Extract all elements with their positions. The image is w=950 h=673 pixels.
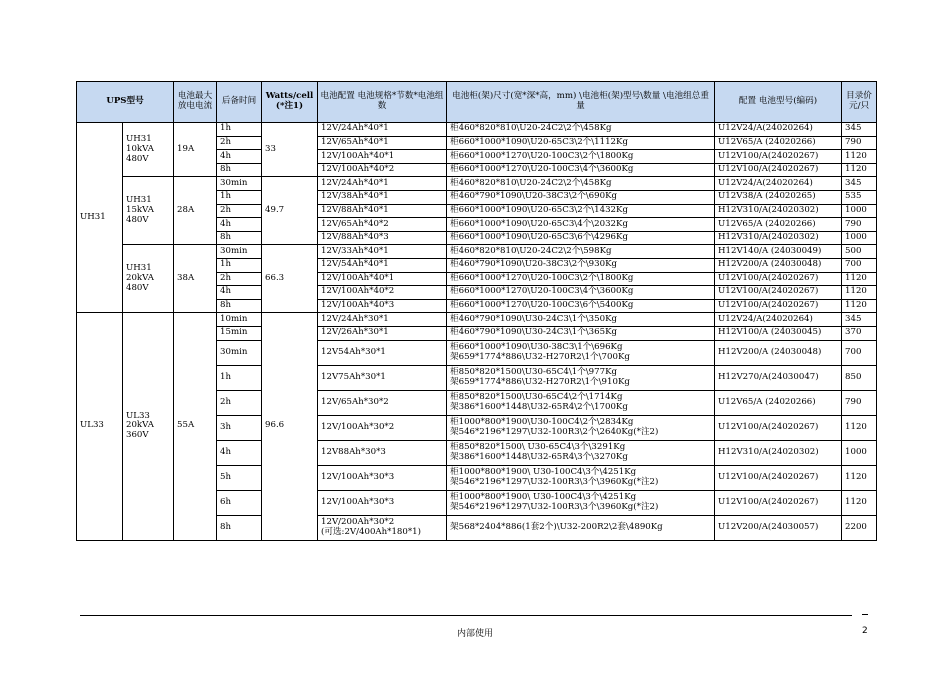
price-cell: 345 (842, 177, 877, 191)
cabinet-cell: 柜1000*800*1900\ U30-100C4\3个\4251Kg 架546*2196*1297\U32-100R3\3个\3960Kg(*注2) (447, 465, 715, 490)
model-cell: UH31 10kVA 480V (123, 123, 174, 177)
backup-time-cell: 30min (217, 340, 262, 365)
backup-time-cell: 30min (217, 245, 262, 259)
battery-config-cell: 12V/88Ah*40*3 (318, 231, 447, 245)
battery-config-cell: 12V/100Ah*30*2 (318, 415, 447, 440)
backup-time-cell: 1h (217, 365, 262, 390)
cabinet-cell: 柜660*1000*1090\U20-65C3\6个\4296Kg (447, 231, 715, 245)
battery-model-cell: H12V100/A (24030045) (715, 326, 842, 340)
page-number: 2 (862, 626, 868, 636)
battery-model-cell: U12V100/A(24020267) (715, 490, 842, 515)
max-current-cell: 38A (174, 245, 217, 313)
table-row (77, 177, 877, 191)
price-cell: 1000 (842, 204, 877, 218)
cabinet-cell: 架568*2404*886(1套2个)\U32-200R2\2套\4890Kg (447, 515, 715, 540)
backup-time-cell: 8h (217, 231, 262, 245)
header-row (77, 82, 877, 123)
watts-cell: 49.7 (262, 177, 318, 245)
backup-time-cell: 1h (217, 258, 262, 272)
table-row (77, 245, 877, 259)
price-cell: 850 (842, 365, 877, 390)
battery-model-cell: H12V200/A (24030048) (715, 258, 842, 272)
backup-time-cell: 2h (217, 204, 262, 218)
backup-time-cell: 2h (217, 390, 262, 415)
backup-time-cell: 4h (217, 286, 262, 300)
battery-config-cell: 12V/100Ah*40*1 (318, 272, 447, 286)
battery-config-cell: 12V/65Ah*40*1 (318, 136, 447, 150)
battery-model-cell: H12V270/A(24030047) (715, 365, 842, 390)
cabinet-cell: 柜660*1000*1090\U30-38C3\1个\696Kg 架659*1774*886\U32-H270R2\1个\700Kg (447, 340, 715, 365)
header-battery-config: 电池配置 电池规格*节数*电池组数 (318, 82, 447, 123)
backup-time-cell: 8h (217, 515, 262, 540)
backup-time-cell: 1h (217, 123, 262, 137)
series-cell: UL33 (77, 313, 123, 540)
backup-time-cell: 4h (217, 150, 262, 164)
battery-model-cell: U12V24/A(24020264) (715, 177, 842, 191)
battery-model-cell: U12V100/A(24020267) (715, 272, 842, 286)
battery-model-cell: U12V65/A (24020266) (715, 218, 842, 232)
cabinet-cell: 柜460*790*1090\U20-38C3\2个\930Kg (447, 258, 715, 272)
model-cell: UH31 20kVA 480V (123, 245, 174, 313)
battery-config-cell: 12V/100Ah*40*2 (318, 163, 447, 177)
footer-label: 内部使用 (456, 629, 493, 639)
battery-model-cell: U12V100/A(24020267) (715, 415, 842, 440)
price-cell: 1120 (842, 272, 877, 286)
model-cell: UL33 20kVA 360V (123, 313, 174, 540)
header-config-model: 配置 电池型号(编码) (715, 82, 842, 123)
header-cabinet: 电池柜(架)尺寸(宽*深*高，mm) \电池柜(架)型号\数量 \电池组总重量 (447, 82, 715, 123)
price-cell: 790 (842, 390, 877, 415)
battery-config-cell: 12V/24Ah*40*1 (318, 177, 447, 191)
battery-config-cell: 12V/100Ah*40*3 (318, 299, 447, 313)
backup-time-cell: 2h (217, 272, 262, 286)
header-max-current: 电池最大放电电流 (174, 82, 217, 123)
backup-time-cell: 5h (217, 465, 262, 490)
price-cell: 1000 (842, 440, 877, 465)
battery-model-cell: H12V140/A (24030049) (715, 245, 842, 259)
price-cell: 790 (842, 218, 877, 232)
model-cell: UH31 15kVA 480V (123, 177, 174, 245)
price-cell: 2200 (842, 515, 877, 540)
cabinet-cell: 柜850*820*1500\U30-65C4\1个\977Kg 架659*1774*886\U32-H270R2\1个\910Kg (447, 365, 715, 390)
watts-cell: 33 (262, 123, 318, 177)
battery-model-cell: H12V310/A(24020302) (715, 204, 842, 218)
battery-model-cell: H12V310/A(24020302) (715, 231, 842, 245)
battery-config-cell: 12V75Ah*30*1 (318, 365, 447, 390)
price-cell: 1120 (842, 465, 877, 490)
price-cell: 1120 (842, 286, 877, 300)
battery-config-cell: 12V/100Ah*30*3 (318, 465, 447, 490)
battery-model-cell: U12V24/A(24020264) (715, 313, 842, 327)
battery-config-cell: 12V/54Ah*40*1 (318, 258, 447, 272)
header-ups-model: UPS型号 (77, 82, 174, 123)
battery-config-cell: 12V/38Ah*40*1 (318, 190, 447, 204)
backup-time-cell: 4h (217, 440, 262, 465)
price-cell: 1120 (842, 415, 877, 440)
battery-model-cell: H12V310/A(24020302) (715, 440, 842, 465)
price-cell: 345 (842, 313, 877, 327)
battery-model-cell: U12V100/A(24020267) (715, 465, 842, 490)
battery-config-cell: 12V/24Ah*40*1 (318, 123, 447, 137)
backup-time-cell: 3h (217, 415, 262, 440)
battery-model-cell: U12V65/A (24020266) (715, 390, 842, 415)
battery-config-cell: 12V/26Ah*30*1 (318, 326, 447, 340)
cabinet-cell: 柜1000*800*1900\U30-100C4\2个\2834Kg 架546*2196*1297\U32-100R3\2个\2640Kg(*注2) (447, 415, 715, 440)
battery-model-cell: U12V100/A(24020267) (715, 163, 842, 177)
battery-config-cell: 12V/24Ah*30*1 (318, 313, 447, 327)
footer-divider (80, 615, 852, 616)
cabinet-cell: 柜660*1000*1270\U20-100C3\6个\5400Kg (447, 299, 715, 313)
battery-config-cell: 12V54Ah*30*1 (318, 340, 447, 365)
cabinet-cell: 柜850*820*1500\ U30-65C4\3个\3291Kg 架386*1600*1448\U32-65R4\3个\3270Kg (447, 440, 715, 465)
backup-time-cell: 1h (217, 190, 262, 204)
backup-time-cell: 4h (217, 218, 262, 232)
backup-time-cell: 6h (217, 490, 262, 515)
cabinet-cell: 柜660*1000*1270\U20-100C3\2个\1800Kg (447, 272, 715, 286)
cabinet-cell: 柜660*1000*1090\U20-65C3\2个\1112Kg (447, 136, 715, 150)
header-price: 目录价 元/只 (842, 82, 877, 123)
battery-model-cell: U12V65/A (24020266) (715, 136, 842, 150)
price-cell: 790 (842, 136, 877, 150)
series-cell: UH31 (77, 123, 123, 313)
backup-time-cell: 2h (217, 136, 262, 150)
battery-config-cell: 12V/65Ah*40*2 (318, 218, 447, 232)
price-cell: 1120 (842, 150, 877, 164)
footer-divider-mark (862, 614, 868, 615)
backup-time-cell: 8h (217, 163, 262, 177)
price-cell: 370 (842, 326, 877, 340)
price-cell: 700 (842, 258, 877, 272)
battery-model-cell: U12V100/A(24020267) (715, 299, 842, 313)
table-row (77, 313, 877, 327)
price-cell: 700 (842, 340, 877, 365)
battery-model-cell: U12V100/A(24020267) (715, 150, 842, 164)
cabinet-cell: 柜460*820*810\U20-24C2\2个\458Kg (447, 123, 715, 137)
watts-cell: 66.3 (262, 245, 318, 313)
price-cell: 1120 (842, 490, 877, 515)
price-cell: 1120 (842, 299, 877, 313)
backup-time-cell: 8h (217, 299, 262, 313)
cabinet-cell: 柜460*790*1090\U30-24C3\1个\365Kg (447, 326, 715, 340)
cabinet-cell: 柜660*1000*1270\U20-100C3\2个\1800Kg (447, 150, 715, 164)
battery-model-cell: U12V38/A (24020265) (715, 190, 842, 204)
cabinet-cell: 柜660*1000*1270\U20-100C3\4个\3600Kg (447, 286, 715, 300)
battery-config-cell: 12V88Ah*30*3 (318, 440, 447, 465)
max-current-cell: 19A (174, 123, 217, 177)
cabinet-cell: 柜1000*800*1900\ U30-100C4\3个\4251Kg 架546*2196*1297\U32-100R3\3个\3960Kg(*注2) (447, 490, 715, 515)
cabinet-cell: 柜460*820*810\U20-24C2\2个\458Kg (447, 177, 715, 191)
battery-config-cell: 12V/100Ah*40*1 (318, 150, 447, 164)
battery-config-cell: 12V/33Ah*40*1 (318, 245, 447, 259)
cabinet-cell: 柜460*790*1090\U30-24C3\1个\350Kg (447, 313, 715, 327)
price-cell: 535 (842, 190, 877, 204)
max-current-cell: 55A (174, 313, 217, 540)
max-current-cell: 28A (174, 177, 217, 245)
price-cell: 345 (842, 123, 877, 137)
cabinet-cell: 柜460*820*810\U20-24C2\2个\598Kg (447, 245, 715, 259)
table-body (77, 123, 877, 541)
battery-config-cell: 12V/200Ah*30*2 (可选:2V/400Ah*180*1) (318, 515, 447, 540)
header-backup-time: 后备时间 (217, 82, 262, 123)
cabinet-cell: 柜850*820*1500\U30-65C4\2个\1714Kg 架386*1600*1448\U32-65R4\2个\1700Kg (447, 390, 715, 415)
price-cell: 1000 (842, 231, 877, 245)
cabinet-cell: 柜660*1000*1090\U20-65C3\4个\2032Kg (447, 218, 715, 232)
cabinet-cell: 柜660*1000*1090\U20-65C3\2个\1432Kg (447, 204, 715, 218)
cabinet-cell: 柜460*790*1090\U20-38C3\2个\690Kg (447, 190, 715, 204)
battery-config-cell: 12V/100Ah*40*2 (318, 286, 447, 300)
battery-config-cell: 12V/100Ah*30*3 (318, 490, 447, 515)
battery-model-cell: H12V200/A (24030048) (715, 340, 842, 365)
battery-config-cell: 12V/88Ah*40*1 (318, 204, 447, 218)
backup-time-cell: 10min (217, 313, 262, 327)
price-cell: 500 (842, 245, 877, 259)
battery-model-cell: U12V24/A(24020264) (715, 123, 842, 137)
backup-time-cell: 30min (217, 177, 262, 191)
battery-model-cell: U12V200/A(24030057) (715, 515, 842, 540)
cabinet-cell: 柜660*1000*1270\U20-100C3\4个\3600Kg (447, 163, 715, 177)
battery-config-table (76, 81, 877, 541)
table-row (77, 123, 877, 137)
battery-model-cell: U12V100/A(24020267) (715, 286, 842, 300)
watts-cell: 96.6 (262, 313, 318, 540)
header-watts-cell: Watts/cell (*注1) (262, 82, 318, 123)
price-cell: 1120 (842, 163, 877, 177)
backup-time-cell: 15min (217, 326, 262, 340)
battery-config-cell: 12V/65Ah*30*2 (318, 390, 447, 415)
